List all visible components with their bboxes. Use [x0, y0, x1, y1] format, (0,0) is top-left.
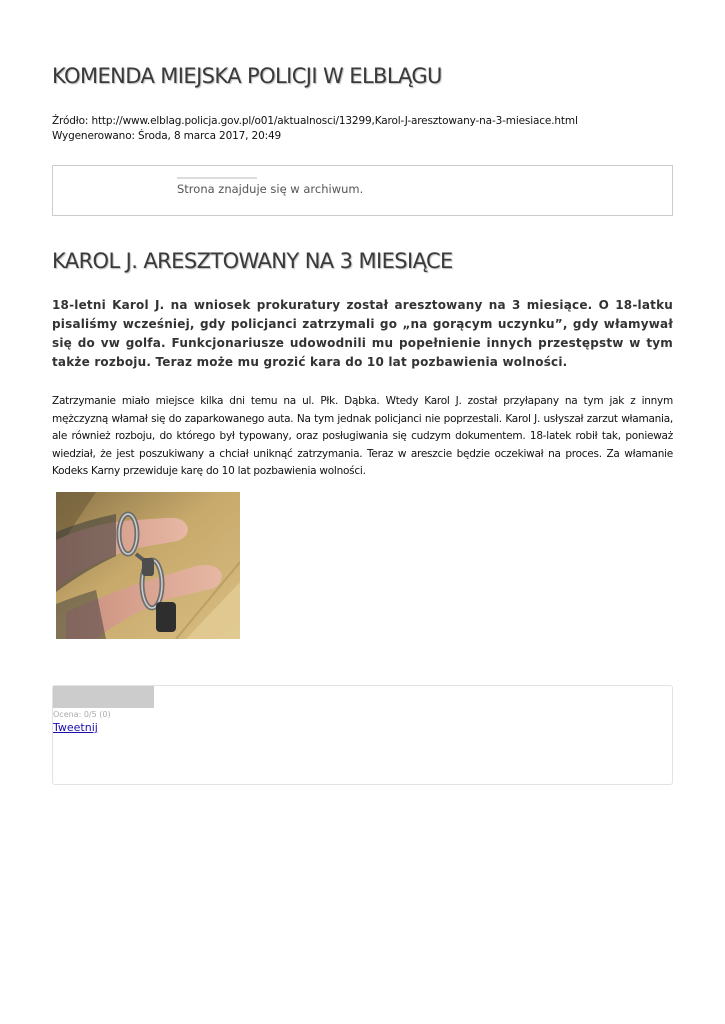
article-body: Zatrzymanie miało miejsce kilka dni temu na ul. Płk. Dąbka. Wtedy Karol J. został przyłapany na tym jak z innym mężczyzną włamał się do zaparkowanego auta. Na tym jednak policjanci nie poprzestali. Karol J. usłyszał zarzut włamania, ale również rozboju, do którego był typowany, oraz posługiwania się cudzym dokumentem. 18-latek robił tak, ponieważ wiedział, że jest poszukiwany a chciał uniknąć zatrzymania. Teraz w areszcie będzie oczekiwał na proces. Za włamanie Kodeks Karny przewiduje karę do 10 lat pozbawienia wolności.	[52, 395, 673, 477]
source-line: Źródło: http://www.elblag.policja.gov.pl/o01/aktualnosci/13299,Karol-J-aresztowany-na-3-miesiace.html	[52, 115, 578, 127]
archive-notice-divider	[177, 177, 257, 179]
tweet-link[interactable]: Tweetnij	[53, 721, 98, 734]
archive-notice	[52, 165, 673, 216]
rating-widget	[52, 685, 673, 785]
article-title: KAROL J. ARESZTOWANY NA 3 MIESIĄCE	[52, 249, 453, 273]
rating-stars-bar[interactable]	[53, 686, 154, 708]
document-meta	[52, 114, 578, 143]
generated-line: Wygenerowano: Środa, 8 marca 2017, 20:49	[52, 129, 282, 142]
rating-text: Ocena: 0/5 (0)	[53, 710, 111, 719]
site-title: KOMENDA MIEJSKA POLICJI W ELBLĄGU	[52, 64, 442, 88]
archive-notice-message: Strona znajduje się w archiwum.	[177, 182, 364, 196]
article-photo	[56, 492, 240, 639]
article-lead: 18-letni Karol J. na wniosek prokuratury został aresztowany na 3 miesiące. O 18-latku pisaliśmy wcześniej, gdy policjanci zatrzymali go „na gorącym uczynku”, gdy włamywał się do vw golfa. Funkcjonariusze udowodnili mu popełnienie innych przestępstw w tym także rozboju. Teraz może mu grozić kara do 10 lat pozbawienia wolności.	[52, 298, 673, 369]
